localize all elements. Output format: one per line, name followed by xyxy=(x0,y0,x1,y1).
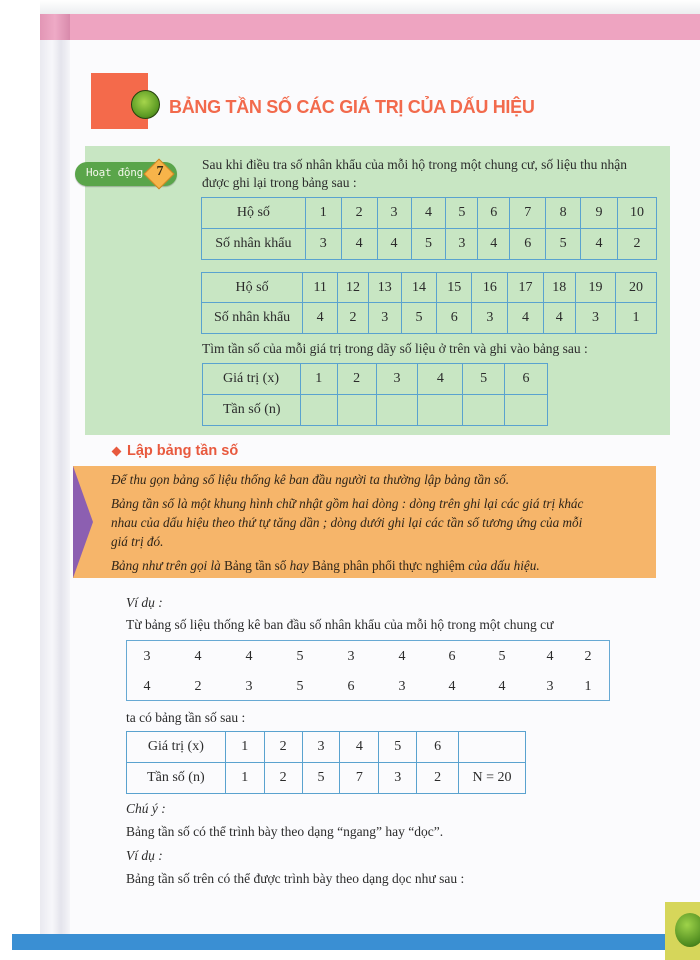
result-intro: ta có bảng tần số sau : xyxy=(126,710,246,725)
top-pink-band xyxy=(68,14,700,40)
table-cell: 5 xyxy=(446,198,478,229)
data-value: 6 xyxy=(347,679,355,694)
activity-task: Tìm tần số của mỗi giá trị trong dãy số liệu ở trên và ghi vào bảng sau : xyxy=(202,341,588,356)
row-header: Số nhân khẩu xyxy=(202,229,306,260)
data-value: 1 xyxy=(584,679,592,694)
table-cell: 18 xyxy=(543,273,575,303)
table-cell: 6 xyxy=(505,364,548,395)
table-cell: 1 xyxy=(300,364,337,395)
data-value: 4 xyxy=(546,649,554,664)
data-value: 4 xyxy=(398,649,406,664)
section-heading: Lập bảng tần số xyxy=(127,443,239,459)
table-cell: 3 xyxy=(305,229,341,260)
table-cell: 8 xyxy=(546,198,581,229)
frequency-table xyxy=(126,731,526,794)
data-value: 5 xyxy=(296,649,304,664)
table-cell: 1 xyxy=(615,303,656,334)
table-cell: 4 xyxy=(478,229,510,260)
table-cell: 19 xyxy=(575,273,615,303)
example-intro: Từ bảng số liệu thống kê ban đầu số nhân khẩu của mỗi hộ trong một chung cư xyxy=(126,617,554,632)
data-value: 4 xyxy=(245,649,253,664)
table-cell: 2 xyxy=(337,364,376,395)
table-cell: 6 xyxy=(437,303,472,334)
table-cell: 5 xyxy=(411,229,446,260)
data-value: 2 xyxy=(194,679,202,694)
data-value: 3 xyxy=(245,679,253,694)
definition-p3-part: Bảng như trên gọi là xyxy=(111,558,225,573)
example-label: Ví dụ : xyxy=(126,595,163,610)
page-bottom-edge xyxy=(0,950,700,960)
blank-frequency-table xyxy=(202,363,548,426)
table-cell: 7 xyxy=(510,198,546,229)
table-cell: 1 xyxy=(305,198,341,229)
data-value: 4 xyxy=(143,679,151,694)
table-row xyxy=(127,763,526,794)
table-cell: 5 xyxy=(379,732,417,763)
table-row xyxy=(127,732,526,763)
table-cell: 4 xyxy=(418,364,463,395)
data-row xyxy=(127,679,611,699)
table-row xyxy=(202,303,657,334)
table-cell: 7 xyxy=(340,763,379,794)
data-value: 3 xyxy=(398,679,406,694)
table-cell: 5 xyxy=(302,763,340,794)
note-example-label: Ví dụ : xyxy=(126,848,163,863)
definition-p1: Để thu gọn bảng số liệu thống kê ban đầu người ta thường lập bảng tần số. xyxy=(111,472,510,487)
table-cell: 2 xyxy=(264,732,302,763)
definition-p3-part: của dấu hiệu. xyxy=(464,558,540,573)
page-top-edge xyxy=(40,0,700,14)
data-value: 5 xyxy=(296,679,304,694)
table-cell: 6 xyxy=(478,198,510,229)
table-cell: 10 xyxy=(617,198,656,229)
table-cell: 2 xyxy=(338,303,368,334)
definition-p3-part: hay xyxy=(286,558,312,573)
bottom-blue-band xyxy=(12,934,670,950)
row-header: Số nhân khẩu xyxy=(202,303,303,334)
table-row xyxy=(202,198,657,229)
table-row xyxy=(203,395,548,426)
data-value: 4 xyxy=(448,679,456,694)
table-cell: 17 xyxy=(508,273,543,303)
table-cell: 16 xyxy=(472,273,508,303)
term-bang-phan-phoi: Bảng phân phối thực nghiệm xyxy=(311,558,465,573)
table-cell: 3 xyxy=(379,763,417,794)
table-cell: 3 xyxy=(376,364,418,395)
table-cell: 1 xyxy=(225,732,264,763)
term-bang-tan-so: Bảng tần số xyxy=(224,558,287,573)
table-cell: 3 xyxy=(302,732,340,763)
data-value: 4 xyxy=(194,649,202,664)
activity-number: 7 xyxy=(156,164,164,179)
row-header: Tần số (n) xyxy=(127,763,226,794)
spine-pink-band xyxy=(40,14,70,40)
bullet-diamond-icon xyxy=(112,447,122,457)
data-value: 3 xyxy=(143,649,151,664)
household-table-2 xyxy=(201,272,657,334)
definition-p3 xyxy=(111,557,540,575)
table-cell: 5 xyxy=(546,229,581,260)
household-table-1 xyxy=(201,197,657,260)
row-header: Hộ số xyxy=(202,198,306,229)
frequency-input-cell[interactable] xyxy=(300,395,337,426)
table-cell: 6 xyxy=(510,229,546,260)
table-cell: 13 xyxy=(368,273,401,303)
table-cell: 4 xyxy=(340,732,379,763)
row-header: Giá trị (x) xyxy=(203,364,301,395)
table-cell: 3 xyxy=(446,229,478,260)
green-ball-icon xyxy=(131,90,160,119)
row-header: Hộ số xyxy=(202,273,303,303)
table-cell: 2 xyxy=(617,229,656,260)
table-cell xyxy=(459,732,526,763)
table-cell: 2 xyxy=(264,763,302,794)
table-row xyxy=(203,364,548,395)
table-cell: 4 xyxy=(543,303,575,334)
table-cell: 4 xyxy=(341,229,377,260)
data-row xyxy=(127,649,611,669)
frequency-input-cell[interactable] xyxy=(418,395,463,426)
table-cell: 11 xyxy=(303,273,338,303)
table-cell: 5 xyxy=(401,303,436,334)
table-cell: 1 xyxy=(225,763,264,794)
frequency-input-cell[interactable] xyxy=(505,395,548,426)
note-example-text: Bảng tần số trên có thể được trình bày theo dạng dọc như sau : xyxy=(126,871,465,886)
table-row xyxy=(202,229,657,260)
data-value: 5 xyxy=(498,649,506,664)
data-value: 2 xyxy=(584,649,592,664)
note-text: Bảng tần số có thể trình bày theo dạng “ngang” hay “dọc”. xyxy=(126,824,444,839)
table-cell: 20 xyxy=(615,273,656,303)
total-cell: N = 20 xyxy=(459,763,526,794)
frequency-input-cell[interactable] xyxy=(337,395,376,426)
page-title: BẢNG TẦN SỐ CÁC GIÁ TRỊ CỦA DẤU HIỆU xyxy=(169,97,535,117)
activity-intro-line2: được ghi lại trong bảng sau : xyxy=(202,175,357,190)
table-cell: 2 xyxy=(341,198,377,229)
table-cell: 2 xyxy=(417,763,459,794)
activity-label: Hoạt động xyxy=(86,166,143,179)
table-cell: 4 xyxy=(303,303,338,334)
frequency-input-cell[interactable] xyxy=(463,395,505,426)
table-cell: 4 xyxy=(377,229,411,260)
table-cell: 4 xyxy=(508,303,543,334)
table-cell: 4 xyxy=(411,198,446,229)
table-cell: 3 xyxy=(575,303,615,334)
row-header: Giá trị (x) xyxy=(127,732,226,763)
data-value: 3 xyxy=(546,679,554,694)
table-cell: 4 xyxy=(581,229,618,260)
table-cell: 12 xyxy=(338,273,368,303)
frequency-input-cell[interactable] xyxy=(376,395,418,426)
table-cell: 3 xyxy=(377,198,411,229)
table-cell: 9 xyxy=(581,198,618,229)
activity-intro-line1: Sau khi điều tra số nhân khẩu của mỗi hộ trong một chung cư, số liệu thu nhận xyxy=(202,157,627,172)
corner-green-ball-icon xyxy=(675,913,700,947)
data-value: 4 xyxy=(498,679,506,694)
book-spine xyxy=(40,14,70,934)
table-cell: 3 xyxy=(472,303,508,334)
definition-p2-line3: giá trị đó. xyxy=(111,534,164,549)
page-margin xyxy=(0,0,40,960)
row-header: Tần số (n) xyxy=(203,395,301,426)
table-cell: 14 xyxy=(401,273,436,303)
raw-data-box xyxy=(126,640,610,701)
definition-p2-line1: Bảng tần số là một khung hình chữ nhật gồm hai dòng : dòng trên ghi lại các giá trị khác xyxy=(111,496,584,511)
note-label: Chú ý : xyxy=(126,801,166,816)
table-cell: 15 xyxy=(437,273,472,303)
table-cell: 6 xyxy=(417,732,459,763)
table-cell: 3 xyxy=(368,303,401,334)
table-cell: 5 xyxy=(463,364,505,395)
data-value: 3 xyxy=(347,649,355,664)
table-row xyxy=(202,273,657,303)
data-value: 6 xyxy=(448,649,456,664)
definition-p2-line2: nhau của dấu hiệu theo thứ tự tăng dần ; dòng dưới ghi lại các tần số tương ứng của mỗi xyxy=(111,515,583,530)
purple-arrow-icon xyxy=(73,466,93,578)
